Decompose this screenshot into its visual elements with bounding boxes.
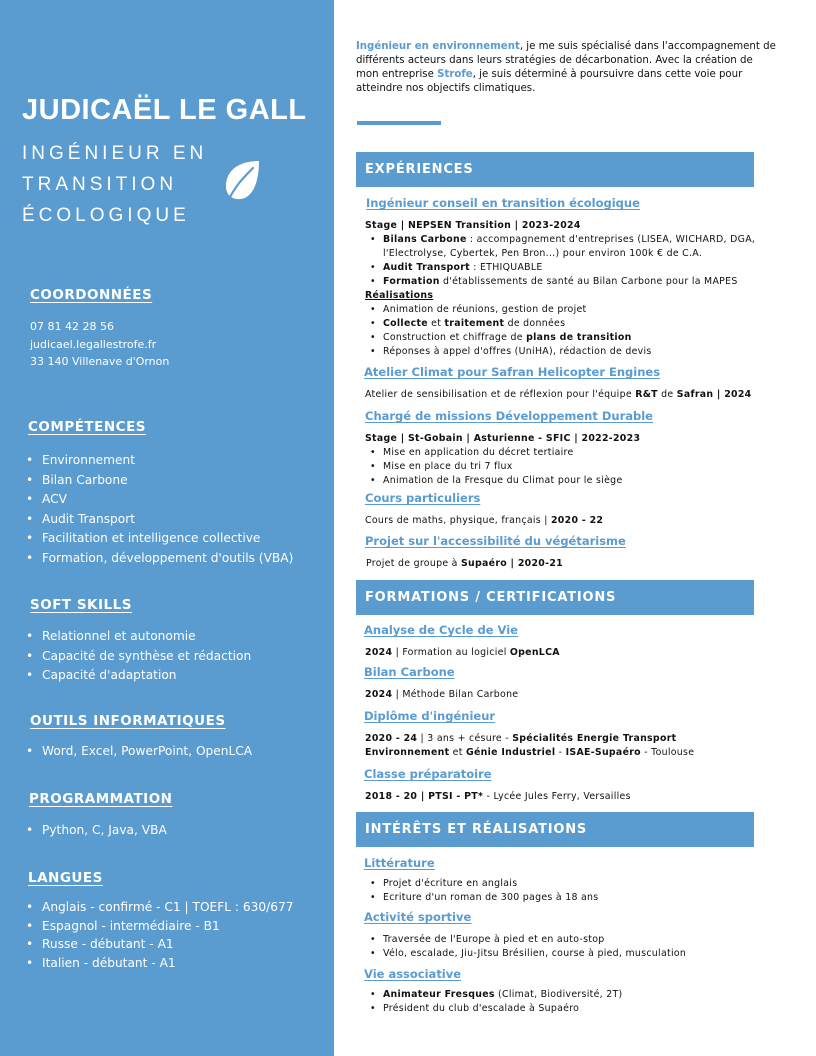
bold-text: Bilans Carbone	[383, 234, 467, 245]
job-title-line-3: ÉCOLOGIQUE	[22, 205, 190, 226]
list-item: • Traversée de l'Europe à pied et en auto-stop	[369, 933, 686, 947]
languages-list	[24, 898, 294, 973]
intro-divider	[357, 121, 441, 125]
job-title-link[interactable]: Cours particuliers	[365, 491, 481, 505]
interest1-list	[369, 877, 598, 905]
bold-text: Audit Transport	[383, 262, 470, 273]
text: | Méthode Bilan Carbone	[392, 689, 519, 700]
bold-text: Collecte	[383, 318, 428, 329]
list-item	[369, 261, 755, 275]
job2-description	[365, 389, 752, 400]
programming-heading: PROGRAMMATION	[29, 791, 173, 807]
text: - Toulouse	[640, 747, 695, 758]
bold-text: ISAE-Supaéro	[565, 747, 641, 758]
job-title-link[interactable]: Chargé de missions Développement Durable	[365, 409, 653, 423]
bold-text: Génie Industriel	[465, 747, 556, 758]
phone-number[interactable]: 07 81 42 28 56	[30, 320, 114, 333]
skills-list	[24, 451, 293, 568]
bold-text: 2024	[365, 689, 393, 700]
bold-text: 2020 - 22	[550, 515, 604, 526]
list-item: • Facilitation et intelligence collective	[24, 529, 293, 549]
text: Cours de maths, physique, français |	[365, 515, 551, 526]
list-item: • ACV	[24, 490, 293, 510]
list-item: • Ecriture d'un roman de 300 pages à 18 ans	[369, 891, 598, 905]
interest-title-link[interactable]: Littérature	[364, 856, 435, 870]
job4-description	[365, 515, 603, 526]
job-meta: Stage | St-Gobain | Asturienne - SFIC | 2022-2023	[365, 433, 641, 444]
list-item: • Formation, développement d'outils (VBA)	[24, 549, 293, 569]
list-item: • Python, C, Java, VBA	[24, 821, 167, 841]
intro-text-end: , je suis déterminé à poursuivre dans cette voie pour atteindre nos objectifs climatiques.	[356, 69, 743, 94]
formations-heading: FORMATIONS / CERTIFICATIONS	[356, 580, 754, 615]
text: | 3 ans + césure -	[417, 733, 513, 744]
bold-text: 2018 - 20 | PTSI - PT*	[365, 791, 484, 802]
text: de	[657, 389, 677, 400]
interest-title-link[interactable]: Vie associative	[364, 967, 462, 981]
formation-title-link[interactable]: Diplôme d'ingénieur	[364, 709, 496, 723]
intro-highlight-role: Ingénieur en environnement	[356, 41, 520, 52]
list-item: • Capacité de synthèse et rédaction	[24, 647, 251, 667]
text: et	[449, 747, 466, 758]
formation1-description	[365, 647, 560, 658]
job5-description	[366, 558, 563, 569]
text: | Formation au logiciel	[392, 647, 510, 658]
text: : accompagnement d'entreprises (LISEA, WICHARD, DGA,	[466, 234, 756, 245]
bold-text: 2020 - 24	[365, 733, 418, 744]
job-title-link[interactable]: Ingénieur conseil en transition écologique	[366, 196, 640, 210]
interest3-list	[369, 988, 622, 1016]
text: : ETHIQUABLE	[469, 262, 543, 273]
list-item: • Animation de la Fresque du Climat pour le siège	[369, 474, 623, 488]
contact-heading: COORDONNÉES	[30, 287, 153, 303]
bold-text: Animateur Fresques	[383, 989, 495, 1000]
list-item: • Word, Excel, PowerPoint, OpenLCA	[24, 742, 252, 762]
list-item: • Anglais - confirmé - C1 | TOEFL : 630/677	[24, 898, 294, 917]
intro-paragraph	[356, 40, 776, 96]
achievements-heading: Réalisations	[365, 290, 434, 301]
languages-heading: LANGUES	[28, 870, 103, 886]
list-item: • Projet d'écriture en anglais	[369, 877, 598, 891]
list-item: • Mise en application du décret tertiaire	[369, 446, 623, 460]
job-title-link[interactable]: Projet sur l'accessibilité du végétarisme	[365, 534, 626, 548]
job-meta: Stage | NEPSEN Transition | 2023-2024	[365, 220, 581, 231]
programming-list	[24, 821, 167, 841]
list-item: • Capacité d'adaptation	[24, 666, 251, 686]
bold-text: OpenLCA	[509, 647, 560, 658]
bold-text: plans de transition	[526, 332, 632, 343]
candidate-name: JUDICAËL LE GALL	[22, 94, 307, 126]
tools-heading: OUTILS INFORMATIQUES	[30, 713, 226, 729]
leaf-icon	[219, 158, 263, 206]
job-title-line-1: INGÉNIEUR EN	[22, 143, 208, 164]
list-item: • Italien - débutant - A1	[24, 954, 294, 973]
formation-title-link[interactable]: Bilan Carbone	[364, 665, 455, 679]
formation-title-link[interactable]: Classe préparatoire	[364, 767, 492, 781]
list-item: • Animation de réunions, gestion de projet	[369, 303, 652, 317]
list-item: • Russe - débutant - A1	[24, 935, 294, 954]
bold-text: R&T	[635, 389, 658, 400]
list-item: • Réponses à appel d'offres (UniHA), rédaction de devis	[369, 345, 652, 359]
text: (Climat, Biodiversité, 2T)	[494, 989, 623, 1000]
text: Projet de groupe à	[366, 558, 461, 569]
list-item	[369, 988, 622, 1002]
list-item: • Bilan Carbone	[24, 471, 293, 491]
skills-heading: COMPÉTENCES	[28, 419, 147, 435]
text: Atelier de sensibilisation et de réflexion pour l'équipe	[365, 389, 636, 400]
sidebar	[0, 0, 334, 1056]
soft-skills-list	[24, 627, 251, 686]
list-item	[369, 233, 755, 247]
text: et	[427, 318, 445, 329]
formation3-line-2	[365, 747, 694, 758]
formation4-description	[365, 791, 631, 802]
job1-bullets	[369, 233, 755, 289]
job1-achievements	[369, 303, 652, 359]
contact-block	[30, 318, 169, 371]
formation3-line-1	[365, 733, 676, 744]
postal-address: 33 140 Villenave d'Ornon	[30, 355, 170, 368]
interests-heading: INTÉRÊTS ET RÉALISATIONS	[356, 812, 754, 847]
soft-skills-heading: SOFT SKILLS	[30, 597, 132, 613]
list-item: • Environnement	[24, 451, 293, 471]
text: de données	[504, 318, 566, 329]
list-item: • Relationnel et autonomie	[24, 627, 251, 647]
list-item	[369, 331, 652, 345]
job3-bullets	[369, 446, 623, 488]
list-item	[369, 317, 652, 331]
text: Construction et chiffrage de	[383, 332, 527, 343]
formation-title-link[interactable]: Analyse de Cycle de Vie	[364, 623, 518, 637]
list-item: • Audit Transport	[24, 510, 293, 530]
text: d'établissements de santé au Bilan Carbone pour la MAPES	[439, 276, 738, 287]
list-item-continued: l'Electrolyse, Cybertek, Pen Bron...) pour environ 100k € de C.A.	[383, 248, 703, 259]
experiences-heading: EXPÉRIENCES	[356, 152, 754, 187]
interest2-list	[369, 933, 686, 961]
bold-text: traitement	[444, 318, 505, 329]
bold-text: Formation	[383, 276, 440, 287]
job-title-link[interactable]: Atelier Climat pour Safran Helicopter Engines	[364, 365, 661, 379]
list-item: • Mise en place du tri 7 flux	[369, 460, 623, 474]
bold-text: Environnement	[365, 747, 450, 758]
text: - Lycée Jules Ferry, Versailles	[483, 791, 631, 802]
intro-text: , je me suis spécialisé dans l'accompagnement de différents acteurs dans leurs stratégies de décarbonation. Avec la création de mon entreprise	[356, 41, 776, 80]
text: -	[555, 747, 566, 758]
email-address[interactable]: judicael.legallestrofe.fr	[30, 337, 157, 351]
job-title-line-2: TRANSITION	[22, 174, 178, 195]
bold-text: 2024	[365, 647, 393, 658]
job-title	[22, 138, 207, 231]
bold-text: Safran | 2024	[676, 389, 752, 400]
formation2-description	[365, 689, 518, 700]
list-item: • Vélo, escalade, Jiu-Jitsu Brésilien, course à pied, musculation	[369, 947, 686, 961]
list-item	[369, 275, 755, 289]
interest-title-link[interactable]: Activité sportive	[364, 910, 472, 924]
tools-list	[24, 742, 252, 762]
list-item: • Président du club d'escalade à Supaéro	[369, 1002, 622, 1016]
intro-highlight-company: Strofe	[437, 69, 473, 80]
bold-text: Spécialités Energie Transport	[512, 733, 677, 744]
list-item: • Espagnol - intermédiaire - B1	[24, 917, 294, 936]
bold-text: Supaéro | 2020-21	[461, 558, 563, 569]
